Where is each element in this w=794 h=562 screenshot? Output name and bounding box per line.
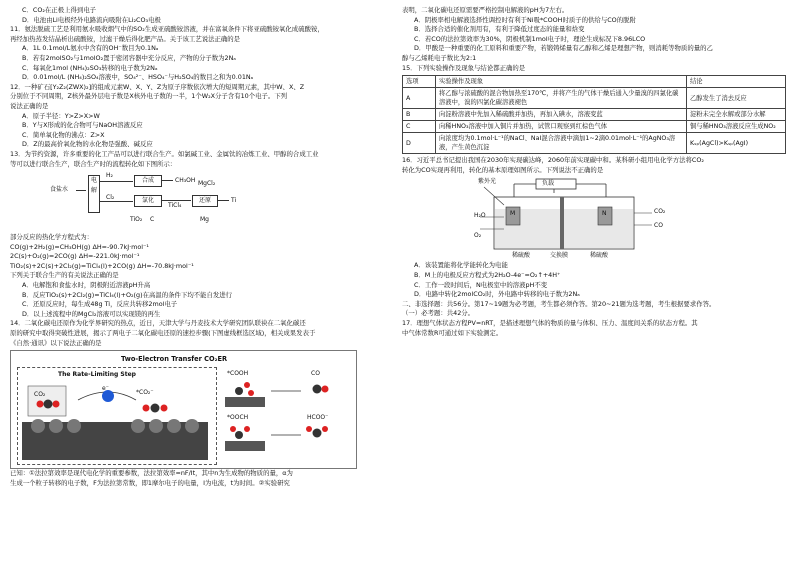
- carbon-label: C: [150, 216, 155, 224]
- text-line: C．CO₂在正极上得到电子: [22, 6, 97, 14]
- text-line: D．甲酸是一种重要的化工原料和重要产物，若锻铸烯量有乙醇和乙烯是理想产物，则消耗等物质的量的乙: [414, 44, 713, 53]
- text-line: CO(g)+2H₂(g)=CH₃OH(g) ΔH=-90.7kJ·mol⁻¹: [10, 242, 149, 251]
- flow-diagram: [50, 171, 350, 231]
- h2-label: H₂: [106, 172, 113, 180]
- ticl4-label: TiCl₄: [168, 202, 182, 210]
- text-line: 再经加热蒸发结晶析出硫酸铵，过滤干燥后得化肥产品。关于该工艺说法正确的是: [10, 34, 241, 43]
- text-line: 15．下列实验操作及现象与结论都正确的是: [402, 63, 526, 72]
- text-line: C．工作一段时间后，N电极室中的溶液pH不变: [414, 280, 548, 289]
- text-line: D．电池由Li电极经外电路流向吸附在Li₂CO₃电极: [22, 15, 161, 24]
- text-line: 下列关于联合生产的有关说法正确的是: [10, 271, 119, 280]
- formate-label: HCOO⁻: [307, 414, 329, 422]
- text-line: 12．一种矿石[Y₂Z₂(ZWX)₂]的组成元素W、X、Y、Z为原子序数依次增大的短周期元素，其中W、X、Z: [10, 82, 305, 91]
- anolyte-label: 稀硫酸: [512, 252, 531, 260]
- titanium-label: Ti: [231, 197, 237, 205]
- water-label: H₂O: [474, 212, 486, 220]
- rate-limiting-box: [17, 367, 217, 465]
- text-line: 2C(s)+O₂(g)=2CO(g) ΔH=-221.0kJ·mol⁻¹: [10, 252, 140, 261]
- text-line: 生成一个粒子转移的电子数，F为法拉第常数，即1摩尔电子的电量，I为电流，t为时间。②实验研究: [10, 478, 290, 487]
- text-line: B．选择合适的催化剂用有，有利于降低过度态的能量和焓变: [414, 25, 585, 34]
- mgcl2-label: MgCl₂: [198, 180, 216, 188]
- oxygen-label: O₂: [474, 232, 482, 240]
- left-text-mid: [10, 233, 380, 348]
- text-line: D．电路中转化2molCO₂时，外电路中转移的电子数为2Nₐ: [414, 290, 580, 299]
- text-line: C．每氧化1mol (NH₄)₂SO₃转移的电子数为2Nₐ: [22, 63, 158, 72]
- surface-illustration-left: [18, 380, 216, 464]
- table-header-row: [403, 76, 786, 88]
- left-column: [10, 6, 380, 488]
- synthesis-box: 合成: [134, 175, 162, 187]
- text-line: 13．为节约资源，许多重要的化工产品可以进行联合生产。如氯碱工业、金属钛的冶炼工业、甲醇的合成工业: [10, 149, 319, 158]
- load-label: 负载: [542, 180, 555, 188]
- text-line: 分别位于不同周期，Z核外最外层电子数是X核外电子数的一半，1个W₂X分子含有10个电子。下列: [10, 92, 288, 101]
- text-line: （一）必考题：共42分。: [402, 309, 475, 318]
- electrode-m-label: M: [510, 210, 516, 218]
- table-cell: 向淀粉溶液中先加入稀硫酸并加热，再加入碘水，溶液变蓝: [436, 109, 687, 121]
- text-line: D．Z的最高价氧化物的水化物是强酸、碱反应: [22, 140, 153, 149]
- text-line: A．电解饱和食盐水时，阴极附近溶液pH升高: [22, 281, 151, 290]
- text-line: B．反应TiO₂(s)+2Cl₂(g)=TiCl₄(l)+O₂(g)在高温的条件下均不能自发进行: [22, 290, 233, 299]
- table-cell: 向浓度均为0.1mol·L⁻¹的NaCl、NaI混合溶液中滴加1~2滴0.01mol·L⁻¹的AgNO₃溶液，产生黄色沉淀: [436, 133, 687, 154]
- table-header: 结论: [687, 76, 786, 88]
- membrane-label: 交换膜: [550, 252, 569, 260]
- text-line: 二、非选择题：共56分。第17~19题为必考题，考生都必须作答。第20~21题为选考题，考生根据要求作答。: [402, 299, 716, 308]
- electrode-n-label: N: [602, 210, 607, 218]
- table-cell: 向稀HNO₃溶液中加入铜片并加热，试管口观察到红棕色气体: [436, 121, 687, 133]
- co2-reduction-figure: [10, 350, 357, 469]
- text-line: 已知：①法拉第效率是现代电化学的重要参数，法拉第效率=nF/It，其中n为生成物的物质的量，α为: [10, 469, 293, 478]
- text-line: 17．理想气体状态方程PV=nRT，是描述理想气体的物质的量与体积、压力、温度间关系的状态方程。其: [402, 318, 698, 327]
- text-line: D．以上述流程中的MgCl₂溶液可以实现镁的再生: [22, 309, 161, 318]
- reduction-box: 还原: [192, 195, 218, 207]
- table-cell: D: [403, 133, 436, 154]
- co2-species-label: CO₂: [34, 391, 46, 399]
- left-text-bottom: [10, 469, 380, 488]
- table-cell: 将乙醇与浓硫酸的混合物加热至170℃，并将产生的气体干燥后通入少量溴的四氯化碳溶液中，溴的四氯化碳溶液褪色: [436, 88, 687, 109]
- text-line: 中气体常数R可通过如下实验测定。: [402, 328, 503, 337]
- table-cell: Kₛₚ(AgCl)>Kₛₚ(AgI): [687, 133, 786, 154]
- table-cell: 铜与稀HNO₃溶液反应生成NO₂: [687, 121, 786, 133]
- text-line: A．原子半径：Y>Z>X>W: [22, 111, 100, 120]
- table-cell: C: [403, 121, 436, 133]
- electrolysis-box: 电解: [88, 175, 100, 213]
- electrochemical-cell-figure: [474, 177, 674, 259]
- text-line: 醇与乙烯耗电子数比为2:1: [402, 53, 477, 62]
- left-text-top: [10, 6, 380, 169]
- electron-label: e⁻: [102, 385, 109, 393]
- text-line: B．Y与X形成的化合物可与NaOH溶液反应: [22, 121, 143, 130]
- co2-in-label: CO₂: [654, 208, 666, 216]
- ooch-label: *OOCH: [227, 414, 249, 422]
- table-row: [403, 109, 786, 121]
- text-line: C．还原反应时，每生成48g Ti，反应共转移2mol电子: [22, 300, 178, 309]
- table-header: 选项: [403, 76, 436, 88]
- text-line: A．阴极率相电解液选择性调控时有利于Ni吸*COOH时质子的供给与CO的脱附: [414, 15, 636, 24]
- table-cell: B: [403, 109, 436, 121]
- feed-label: 食盐水: [50, 186, 69, 194]
- figure-title: Two-Electron Transfer CO₂ER: [121, 355, 228, 364]
- text-line: A．1L 0.1mol/L氨水中含有的OH⁻数目为0.1Nₐ: [22, 44, 159, 53]
- table-row: [403, 88, 786, 109]
- methanol-label: CH₃OH: [175, 177, 196, 185]
- tio2-label: TiO₂: [130, 216, 143, 224]
- right-text-mid: [402, 156, 786, 175]
- table-cell: A: [403, 88, 436, 109]
- chlorination-box: 氯化: [134, 195, 162, 207]
- text-line: 说法正确的是: [10, 101, 49, 110]
- text-line: C．简单氧化物的沸点：Z>X: [22, 130, 105, 139]
- text-line: B．若有2molSO₂与1molO₂置于密闭容器中充分反应，产物的分子数为2Nₐ: [22, 53, 236, 62]
- co-product-label: CO: [311, 370, 320, 378]
- table-cell: 淀粉未完全水解或部分水解: [687, 109, 786, 121]
- text-line: 原的研究中取得突破性进展，揭示了两电子二氧化碳电还原的速控步骤(下图虚线框选区域)，相关成果发表于: [10, 329, 316, 338]
- text-line: D．0.01mol/L (NH₄)₂SO₄溶液中，SO₄²⁻、HSO₄⁻与H₂SO₄的数目之和为0.01Nₐ: [22, 73, 254, 82]
- uv-light-label: 紫外光: [478, 178, 497, 186]
- cl2-label: Cl₂: [106, 194, 115, 202]
- rate-limiting-label: The Rate-Limiting Step: [58, 371, 136, 379]
- text-line: 16．习近平总书记提出我国在2030年实现碳达峰，2060年前实现碳中和。某科研小组用电化学方法将CO₂: [402, 156, 704, 165]
- text-line: 等可以进行联合生产，联合生产时的流程转化如下图所示：: [10, 159, 177, 168]
- text-line: A．该装置能将化学能转化为电能: [414, 261, 508, 270]
- table-cell: 乙醇发生了消去反应: [687, 88, 786, 109]
- text-line: C．若CO的法拉第效率为30%，阴极机制1mol电子时，理论生成标况下8.96LCO: [414, 34, 646, 43]
- right-column: [402, 6, 786, 338]
- text-line: 《自然·通讯》以下说法正确的是: [10, 338, 102, 347]
- catholyte-label: 稀硫酸: [590, 252, 609, 260]
- table-row: [403, 133, 786, 154]
- text-line: 表明，二氧化碳电还原需要严格控制电解液的pH为7左右。: [402, 6, 569, 14]
- mg-label: Mg: [200, 216, 209, 224]
- co2-adsorbed-label: *CO₂⁻: [136, 389, 154, 397]
- table-row: [403, 121, 786, 133]
- right-text-top: [402, 6, 786, 73]
- text-line: 转化为CO实现再利用，转化的基本原理如图所示。下列说法不正确的是: [402, 165, 604, 174]
- cooh-label: *COOH: [227, 370, 249, 378]
- experiment-table: [402, 75, 786, 154]
- text-line: 部分反应的热化学方程式为：: [10, 233, 94, 242]
- right-text-bottom: [402, 261, 786, 338]
- text-line: TiO₂(s)+2C(s)+2Cl₂(g)=TiCl₄(l)+2CO(g) ΔH=-70.8kJ·mol⁻¹: [10, 261, 194, 270]
- text-line: 14．二氧化碳电还原作为化学界研究的热点，近日，天津大学与丹麦技术大学研究团队联袂在二氧化碳还: [10, 319, 306, 328]
- table-header: 实验操作及现象: [436, 76, 687, 88]
- co-out-label: CO: [654, 222, 663, 230]
- text-line: B．M上的电极反应方程式为2H₂O-4e⁻=O₂↑+4H⁺: [414, 270, 561, 279]
- text-line: 11．氨法脱硫工艺是利用氨水吸收烟气中的SO₂生成亚硫酸铵溶液，并在富氧条件下将亚硫酸铵氧化成硫酸铵，: [10, 25, 324, 34]
